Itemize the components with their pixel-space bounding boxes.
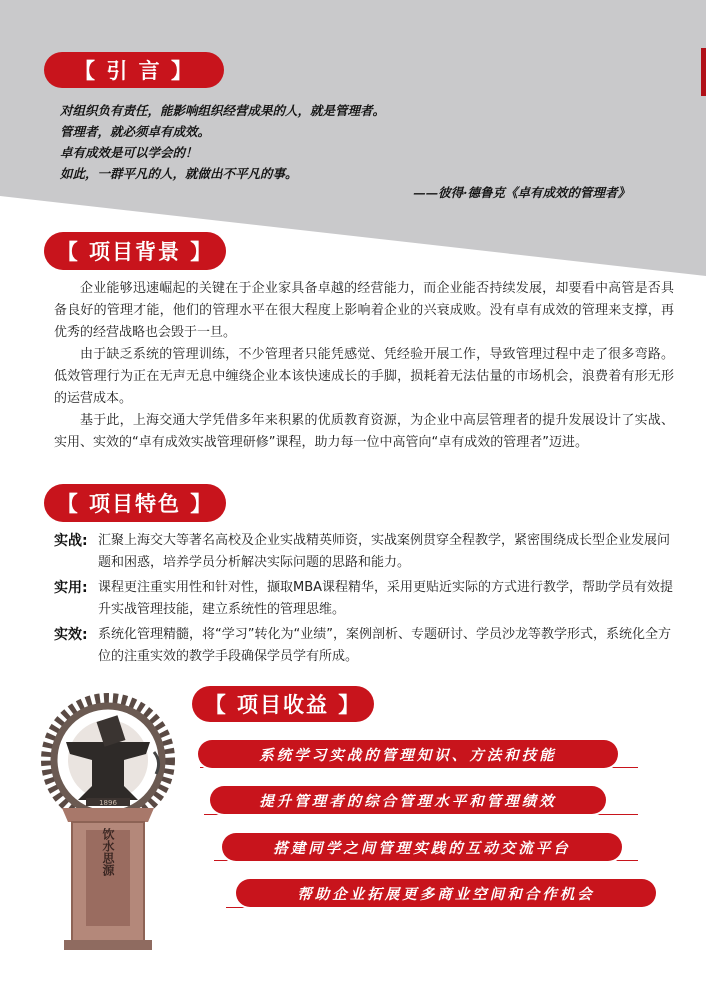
benefits-heading: [192, 686, 374, 722]
benefit-underline: [204, 814, 638, 815]
features-list: [54, 530, 679, 671]
monument-illustration: [28, 690, 198, 952]
feature-label: 实战:: [54, 533, 88, 549]
monument-inscription: 饮水思源: [101, 828, 115, 876]
benefit-text: 帮助企业拓展更多商业空间和合作机会: [297, 885, 595, 903]
feature-label: 实用:: [54, 580, 88, 596]
monument-year: 1896: [99, 799, 117, 807]
feature-item: [54, 577, 679, 621]
background-paragraph: 基于此，上海交通大学凭借多年来积累的优质教育资源，为企业中高层管理者的提升发展设计了实战、实用、实效的“卓有成效实战管理研修”课程，助力每一位中高管向“卓有成效的管理者”迈进。: [54, 413, 674, 450]
background-paragraph: 企业能够迅速崛起的关键在于企业家具备卓越的经营能力，而企业能否持续发展，却要看中高管是否具备良好的管理才能，他们的管理水平在很大程度上影响着企业的兴衰成败。没有卓有成效的管理来支撑，再优秀的经营战略也会毁于一旦。: [54, 281, 674, 340]
benefit-underline: [226, 907, 638, 908]
benefit-item: [222, 833, 622, 861]
intro-quote: [60, 100, 670, 200]
quote-line: 卓有成效是可以学会的！: [60, 145, 198, 160]
benefit-text: 系统学习实战的管理知识、方法和技能: [259, 746, 557, 764]
benefits-heading-label: 【 项目收益 】: [204, 693, 362, 717]
benefit-text: 搭建同学之间管理实践的互动交流平台: [273, 839, 571, 857]
background-paragraph: 由于缺乏系统的管理训练，不少管理者只能凭感觉、凭经验开展工作，导致管理过程中走了很多弯路。低效管理行为正在无声无息中缠绕企业本该快速成长的手脚，损耗着无法估量的市场机会，浪费着有形无形的运营成本。: [54, 347, 674, 406]
feature-text: 汇聚上海交大等著名高校及企业实战精英师资，实战案例贯穿全程教学，紧密围绕成长型企业发展问题和困惑，培养学员分析解决实际问题的思路和能力。: [98, 533, 671, 570]
feature-item: [54, 624, 679, 668]
quote-author: ——彼得·德鲁克《卓有成效的管理者》: [413, 185, 630, 200]
intro-heading-label: 【 引 言 】: [74, 59, 194, 83]
intro-heading: [44, 52, 224, 88]
features-heading: [44, 484, 226, 522]
feature-label: 实效:: [54, 627, 88, 643]
benefit-item: [236, 879, 656, 907]
background-text: [54, 278, 674, 454]
benefit-item: [198, 740, 618, 768]
quote-line: 如此，一群平凡的人，就做出不平凡的事。: [60, 166, 298, 181]
background-heading-label: 【 项目背景 】: [56, 240, 214, 264]
edge-marker: [701, 48, 706, 96]
feature-item: [54, 530, 679, 574]
benefit-item: [210, 786, 606, 814]
feature-text: 系统化管理精髓，将“学习”转化为“业绩”，案例剖析、专题研讨、学员沙龙等教学形式，系统化全方位的注重实效的教学手段确保学员学有所成。: [98, 627, 671, 664]
quote-line: 对组织负有责任，能影响组织经营成果的人，就是管理者。: [60, 103, 386, 118]
quote-line: 管理者，就必须卓有成效。: [60, 124, 211, 139]
benefit-text: 提升管理者的综合管理水平和管理绩效: [259, 792, 557, 810]
feature-text: 课程更注重实用性和针对性，撷取MBA课程精华，采用更贴近实际的方式进行教学，帮助学员有效提升实战管理技能，建立系统性的管理思维。: [98, 580, 674, 617]
background-heading: [44, 232, 226, 270]
features-heading-label: 【 项目特色 】: [56, 492, 214, 516]
